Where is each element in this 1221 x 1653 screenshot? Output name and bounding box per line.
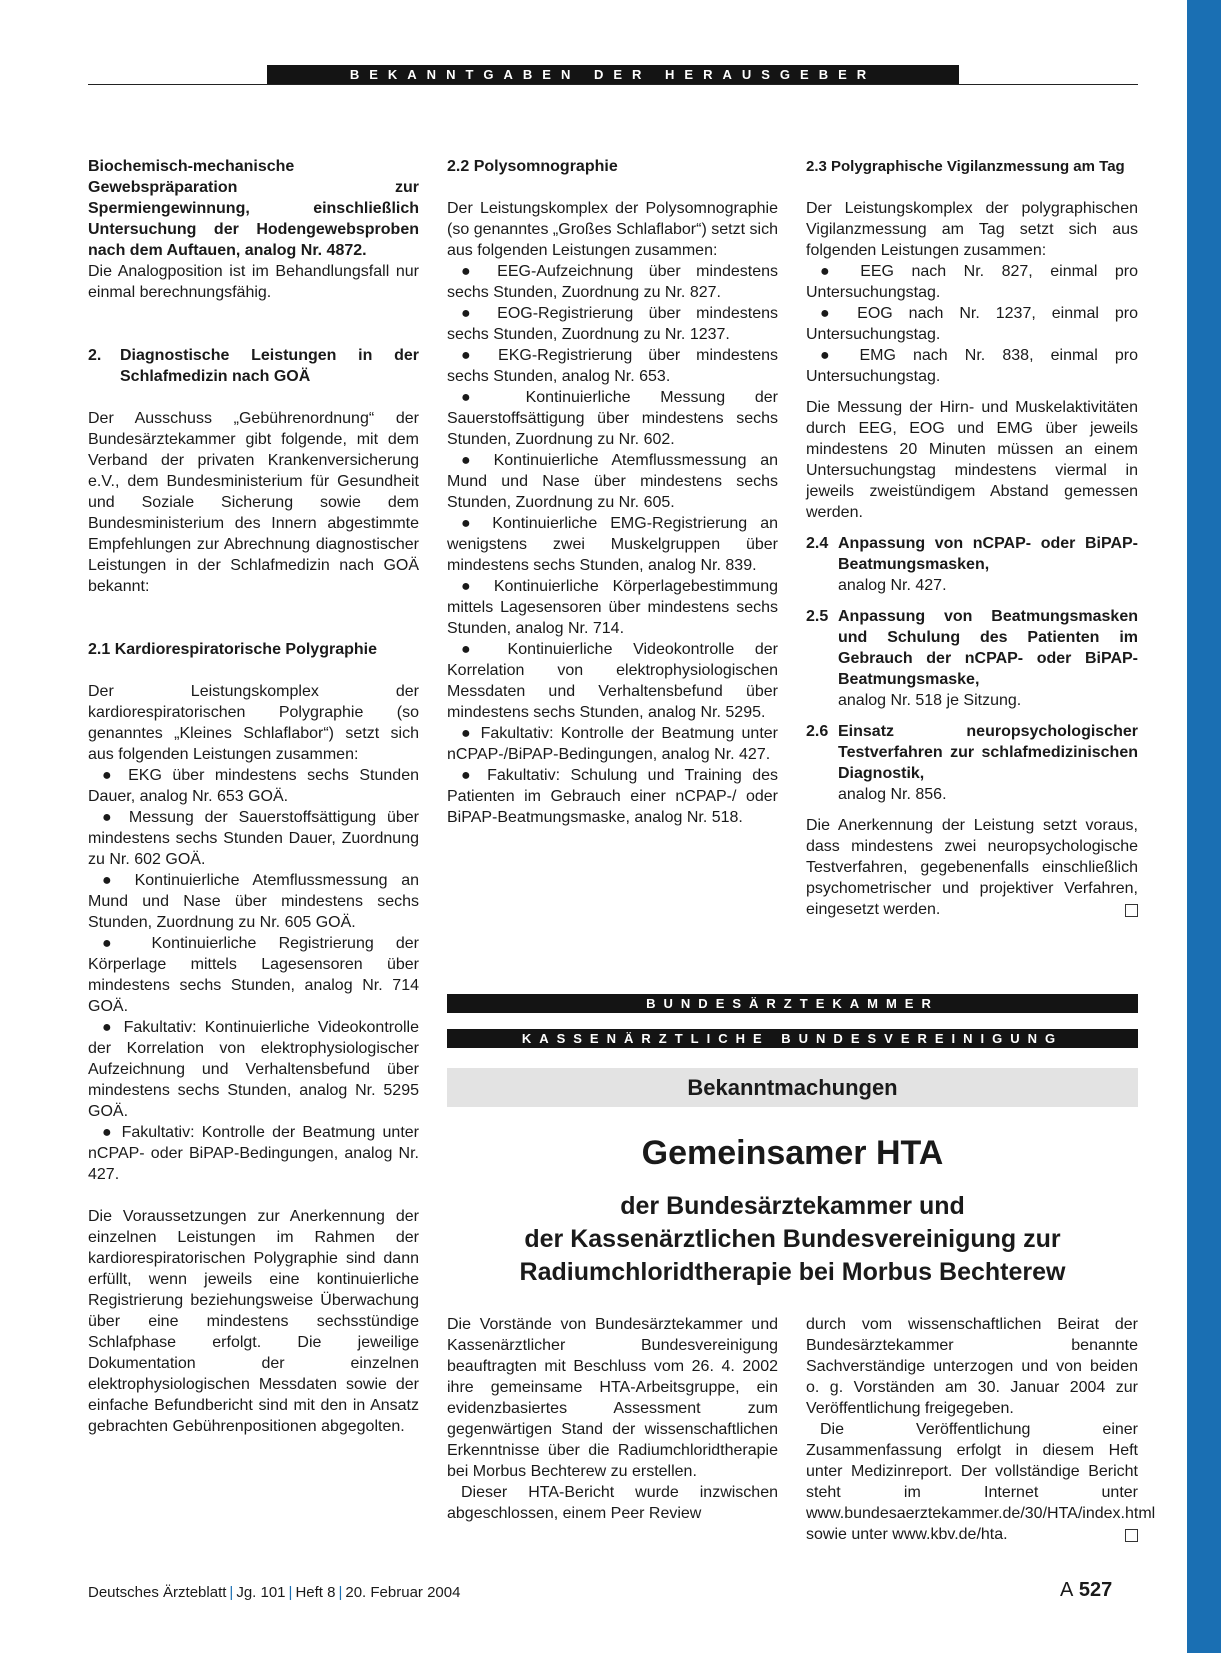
section-2-1-text: Der Leistungskomplex der kardiorespiratorischen Polygraphie (so genanntes „Kleines Schlaflabor“) setzt sich aus folgenden Leistungen zusammen:: [88, 683, 419, 763]
section-2-6-code: analog Nr. 856.: [838, 786, 947, 803]
section-2-6-text: Die Anerkennung der Leistung setzt voraus, dass mindestens zwei neuropsychologische Testverfahren, gegebenenfalls einschließlich psychometrischer und projektiver Verfahren, eingesetzt werden.: [806, 817, 1138, 918]
section-2-3-closing: Die Messung der Hirn- und Muskelaktivitäten durch EEG, EOG und EMG über jeweils mindestens 20 Minuten müssen an einem Untersuchungstag mindestens viermal in jeweils zweistündigem Abstand gemessen werden.: [806, 399, 1138, 521]
section-header: BEKANNTGABEN DER HERAUSGEBER: [267, 65, 959, 84]
column-right: [806, 156, 1138, 920]
intro-bold-text: Biochemisch-mechanische Gewebspräparation zur Spermiengewinnung, einschließlich Untersuchung der Hodengewebsproben nach dem Auftauen, analog Nr. 4872.: [88, 158, 419, 259]
column-left: [88, 156, 419, 1437]
footer-citation: Deutsches Ärzteblatt | Jg. 101 | Heft 8 | 20. Februar 2004: [88, 1584, 461, 1601]
volume: Jg. 101: [236, 1584, 286, 1601]
list-item: ● Messung der Sauerstoffsättigung über mindestens sechs Stunden Dauer, Zuordnung zu Nr. 602 GOÄ.: [88, 809, 419, 868]
section-2-4-heading: 2.4 Anpassung von nCPAP- oder BiPAP-Beatmungsmasken,: [806, 535, 1138, 573]
announcement-column-right: [806, 1314, 1156, 1545]
page-number: A 527: [1060, 1579, 1113, 1601]
section-2-heading: 2. Diagnostische Leistungen in der Schlafmedizin nach GOÄ: [88, 347, 419, 385]
list-item: ● Kontinuierliche Registrierung der Körperlage mittels Lagesensoren über mindestens sechs Stunden, analog Nr. 714 GOÄ.: [88, 935, 419, 1015]
issue: Heft 8: [295, 1584, 336, 1601]
journal-name: Deutsches Ärzteblatt: [88, 1584, 227, 1601]
edge-color-strip: [1187, 0, 1221, 1653]
section-2-6-heading: 2.6 Einsatz neuropsychologischer Testverfahren zur schlafmedizinischen Diagnostik,: [806, 723, 1138, 782]
section-2-text: Der Ausschuss „Gebührenordnung“ der Bundesärztekammer gibt folgende, mit dem Verband der privaten Krankenversicherung e.V., dem Bundesministerium für Gesundheit und Soziale Sicherung sowie dem Bundesministerium des Innern abgestimmte Empfehlungen zur Abrechnung diagnostischer Leistungen in der Schlafmedizin nach GOÄ bekannt:: [88, 410, 419, 595]
list-item: ● Kontinuierliche EMG-Registrierung an wenigstens zwei Muskelgruppen über mindestens sechs Stunden, analog Nr. 839.: [447, 515, 778, 574]
list-item: ● Fakultativ: Schulung und Training des Patienten im Gebrauch einer nCPAP-/ oder BiPAP-Beatmungsmaske, analog Nr. 518.: [447, 767, 778, 826]
section-2-5-code: analog Nr. 518 je Sitzung.: [838, 692, 1022, 709]
announcement-paragraph: durch vom wissenschaftlichen Beirat der Bundesärztekammer benannte Sachverständige unterzogen und von beiden o. g. Vorständen am 30. Januar 2004 zur Veröffentlichung freigegeben.: [806, 1316, 1138, 1417]
list-item: ● EMG nach Nr. 838, einmal pro Untersuchungstag.: [806, 347, 1138, 385]
list-item: ● EOG-Registrierung über mindestens sechs Stunden, Zuordnung zu Nr. 1237.: [447, 305, 778, 343]
announcement-paragraph: Dieser HTA-Bericht wurde inzwischen abgeschlossen, einem Peer Review: [447, 1484, 778, 1522]
issue-date: 20. Februar 2004: [345, 1584, 461, 1601]
list-item: ● EKG-Registrierung über mindestens sechs Stunden, analog Nr. 653.: [447, 347, 778, 385]
list-item: ● EEG nach Nr. 827, einmal pro Untersuchungstag.: [806, 263, 1138, 301]
category-bar: Bekanntmachungen: [447, 1068, 1138, 1107]
list-item: ● EOG nach Nr. 1237, einmal pro Untersuchungstag.: [806, 305, 1138, 343]
section-2-1-closing: Die Voraussetzungen zur Anerkennung der einzelnen Leistungen im Rahmen der kardiorespiratorischen Polygraphie sind dann erfüllt, wenn jeweils eine kontinuierliche Registrierung beziehungsweise Überwachung über eine mindestens sechsstündige Schlafphase erfolgt. Die jeweilige Dokumentation der einzelnen elektrophysiologischen Messdaten sowie der einfache Befundbericht sind mit den in Ansatz gebrachten Gebührenpositionen abgegolten.: [88, 1208, 419, 1435]
organization-bar-kbv: KASSENÄRZTLICHE BUNDESVEREINIGUNG: [447, 1029, 1138, 1048]
list-item: ● Kontinuierliche Videokontrolle der Korrelation von elektrophysiologischen Messdaten und Verhaltensbefund über mindestens sechs Stunden, analog Nr. 5295.: [447, 641, 778, 721]
organization-bar-bundesaerztekammer: BUNDESÄRZTEKAMMER: [447, 994, 1138, 1013]
announcement-title: Gemeinsamer HTA: [641, 1134, 944, 1172]
intro-text: Die Analogposition ist im Behandlungsfall nur einmal berechnungsfähig.: [88, 263, 419, 301]
list-item: ● Kontinuierliche Körperlagebestimmung mittels Lagesensoren über mindestens sechs Stunden, analog Nr. 714.: [447, 578, 778, 637]
list-item: ● Fakultativ: Kontrolle der Beatmung unter nCPAP- oder BiPAP-Bedingungen, analog Nr. 427.: [88, 1124, 419, 1183]
announcement-column-left: [447, 1314, 778, 1524]
column-middle: [447, 156, 778, 828]
announcement-subtitle: der Bundesärztekammer und der Kassenärztlichen Bundesvereinigung zur Radiumchloridtherapie bei Morbus Bechterew: [519, 1192, 1066, 1286]
announcement-paragraph: Die Veröffentlichung einer Zusammenfassung erfolgt in diesem Heft unter Medizinreport. Der vollständige Bericht steht im Internet unter www.bundesaerztekammer.de/30/HTA/index.html sowie unter www.kbv.de/hta.: [806, 1421, 1156, 1543]
end-mark-icon: [1125, 904, 1138, 917]
section-2-1-heading: 2.1 Kardiorespiratorische Polygraphie: [88, 641, 377, 658]
section-2-3-text: Der Leistungskomplex der polygraphischen Vigilanzmessung am Tag setzt sich aus folgenden Leistungen zusammen:: [806, 200, 1138, 259]
section-2-2-text: Der Leistungskomplex der Polysomnographie (so genanntes „Großes Schlaflabor“) setzt sich aus folgenden Leistungen zusammen:: [447, 200, 778, 259]
list-item: ● EKG über mindestens sechs Stunden Dauer, analog Nr. 653 GOÄ.: [88, 767, 419, 805]
list-item: ● Kontinuierliche Atemflussmessung an Mund und Nase über mindestens sechs Stunden, Zuordnung zu Nr. 605 GOÄ.: [88, 872, 419, 931]
section-2-4-code: analog Nr. 427.: [838, 577, 947, 594]
list-item: ● Fakultativ: Kontrolle der Beatmung unter nCPAP-/BiPAP-Bedingungen, analog Nr. 427.: [447, 725, 778, 763]
section-2-3-heading: 2.3 Polygraphische Vigilanzmessung am Tag: [806, 158, 1125, 175]
list-item: ● Kontinuierliche Messung der Sauerstoffsättigung über mindestens sechs Stunden, Zuordnung zu Nr. 602.: [447, 389, 778, 448]
list-item: ● EEG-Aufzeichnung über mindestens sechs Stunden, Zuordnung zu Nr. 827.: [447, 263, 778, 301]
section-2-2-heading: 2.2 Polysomnographie: [447, 158, 618, 175]
end-mark-icon: [1125, 1529, 1138, 1542]
list-item: ● Kontinuierliche Atemflussmessung an Mund und Nase über mindestens sechs Stunden, Zuordnung zu Nr. 605.: [447, 452, 778, 511]
announcement-paragraph: Die Vorstände von Bundesärztekammer und Kassenärztlicher Bundesvereinigung beauftragten mit Beschluss vom 26. 4. 2002 ihre gemeinsame HTA-Arbeitsgruppe, ein evidenzbasiertes Assessment zum gegenwärtigen Stand der wissenschaftlichen Erkenntnisse über die Radiumchloridtherapie bei Morbus Bechterew zu erstellen.: [447, 1316, 778, 1480]
header-rule: [88, 84, 1138, 85]
list-item: ● Fakultativ: Kontinuierliche Videokontrolle der Korrelation von elektrophysiologischer Aufzeichnung und Verhaltensbefund über mindestens sechs Stunden, analog Nr. 5295 GOÄ.: [88, 1019, 419, 1120]
section-2-5-heading: 2.5 Anpassung von Beatmungsmasken und Schulung des Patienten im Gebrauch der nCPAP- oder BiPAP-Beatmungsmaske,: [806, 608, 1138, 688]
